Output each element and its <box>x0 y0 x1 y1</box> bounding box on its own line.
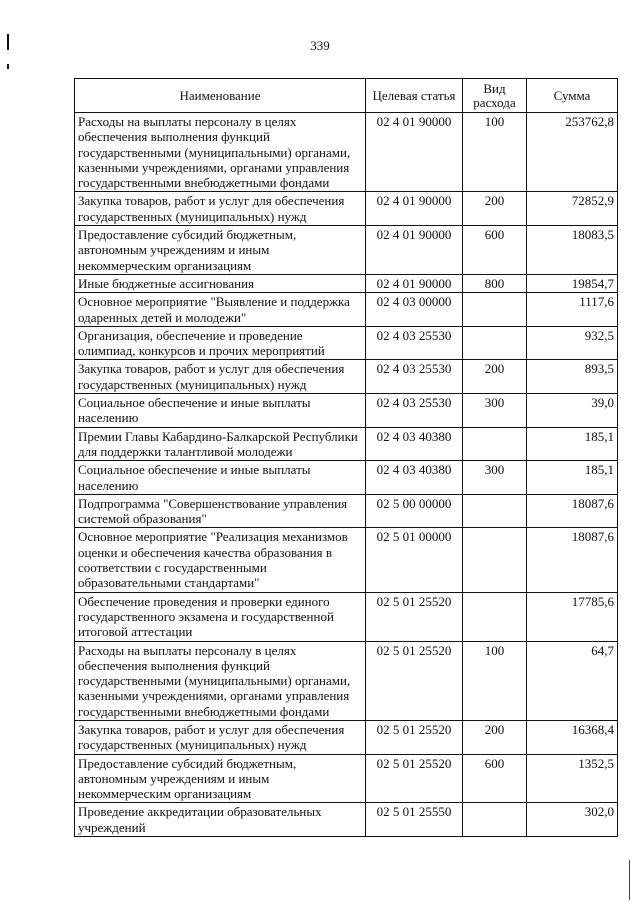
page-number: 339 <box>310 38 330 53</box>
row-target-article: 02 4 01 90000 <box>366 274 463 292</box>
row-target-article: 02 5 01 25520 <box>366 641 463 720</box>
row-sum: 185,1 <box>527 461 618 495</box>
row-expense-kind: 600 <box>463 226 527 275</box>
row-sum: 1117,6 <box>527 293 618 327</box>
row-target-article: 02 4 01 90000 <box>366 192 463 226</box>
row-sum: 19854,7 <box>527 274 618 292</box>
row-target-article: 02 4 03 25530 <box>366 394 463 428</box>
row-expense-kind: 200 <box>463 360 527 394</box>
row-sum: 16368,4 <box>527 720 618 754</box>
row-sum: 185,1 <box>527 427 618 461</box>
row-target-article: 02 4 01 90000 <box>366 226 463 275</box>
table-row <box>75 192 618 226</box>
row-expense-kind: 200 <box>463 192 527 226</box>
row-sum: 18087,6 <box>527 528 618 592</box>
row-target-article: 02 4 01 90000 <box>366 113 463 192</box>
table-row <box>75 641 618 720</box>
row-name: Социальное обеспечение и иные выплаты населению <box>75 394 366 428</box>
row-expense-kind <box>463 293 527 327</box>
table-row <box>75 326 618 360</box>
table-row <box>75 494 618 528</box>
row-expense-kind: 300 <box>463 461 527 495</box>
row-name: Проведение аккредитации образовательных учреждений <box>75 803 366 837</box>
row-expense-kind: 200 <box>463 720 527 754</box>
table-row <box>75 528 618 592</box>
row-name: Предоставление субсидий бюджетным, автономным учреждениям и иным некоммерческим организациям <box>75 754 366 803</box>
table-row <box>75 592 618 641</box>
row-expense-kind <box>463 592 527 641</box>
row-target-article: 02 5 01 25520 <box>366 754 463 803</box>
row-expense-kind: 600 <box>463 754 527 803</box>
header-expense-kind: Вид расхода <box>463 79 527 113</box>
row-sum: 72852,9 <box>527 192 618 226</box>
row-sum: 932,5 <box>527 326 618 360</box>
row-expense-kind <box>463 528 527 592</box>
budget-table <box>74 78 618 837</box>
row-expense-kind <box>463 803 527 837</box>
row-name: Основное мероприятие "Реализация механизмов оценки и обеспечения качества образования в соответствии с государственными образовательными стандартами" <box>75 528 366 592</box>
table-row <box>75 803 618 837</box>
row-sum: 302,0 <box>527 803 618 837</box>
row-name: Расходы на выплаты персоналу в целях обеспечения выполнения функций государственными (муниципальными) органами, казенными учреждениями, органами управления государственными внебюджетными фондами <box>75 641 366 720</box>
row-target-article: 02 5 01 00000 <box>366 528 463 592</box>
row-expense-kind: 300 <box>463 394 527 428</box>
row-expense-kind: 100 <box>463 113 527 192</box>
row-name: Предоставление субсидий бюджетным, автономным учреждениям и иным некоммерческим организациям <box>75 226 366 275</box>
header-sum: Сумма <box>527 79 618 113</box>
row-name: Расходы на выплаты персоналу в целях обеспечения выполнения функций государственными (муниципальными) органами, казенными учреждениями, органами управления государственными внебюджетными фондами <box>75 113 366 192</box>
row-sum: 18083,5 <box>527 226 618 275</box>
header-target-article: Целевая статья <box>366 79 463 113</box>
table-row <box>75 394 618 428</box>
row-sum: 253762,8 <box>527 113 618 192</box>
row-target-article: 02 4 03 40380 <box>366 461 463 495</box>
table-row <box>75 226 618 275</box>
table-row <box>75 293 618 327</box>
row-sum: 1352,5 <box>527 754 618 803</box>
table-body <box>75 113 618 837</box>
table-row <box>75 113 618 192</box>
table-row <box>75 461 618 495</box>
table-row <box>75 754 618 803</box>
row-name: Социальное обеспечение и иные выплаты населению <box>75 461 366 495</box>
table-row <box>75 274 618 292</box>
row-name: Организация, обеспечение и проведение олимпиад, конкурсов и прочих мероприятий <box>75 326 366 360</box>
row-target-article: 02 5 01 25550 <box>366 803 463 837</box>
table-header-row <box>75 79 618 113</box>
row-target-article: 02 4 03 40380 <box>366 427 463 461</box>
row-name: Закупка товаров, работ и услуг для обеспечения государственных (муниципальных) нужд <box>75 192 366 226</box>
table-row <box>75 427 618 461</box>
row-name: Подпрограмма "Совершенствование управления системой образования" <box>75 494 366 528</box>
table-row <box>75 360 618 394</box>
row-target-article: 02 4 03 25530 <box>366 326 463 360</box>
header-name: Наименование <box>75 79 366 113</box>
margin-mark <box>629 860 630 900</box>
row-name: Обеспечение проведения и проверки единого государственного экзамена и государственной итоговой аттестации <box>75 592 366 641</box>
row-target-article: 02 5 00 00000 <box>366 494 463 528</box>
row-sum: 893,5 <box>527 360 618 394</box>
row-expense-kind <box>463 326 527 360</box>
table-row <box>75 720 618 754</box>
row-expense-kind: 100 <box>463 641 527 720</box>
row-sum: 39,0 <box>527 394 618 428</box>
margin-mark <box>7 64 9 69</box>
row-target-article: 02 4 03 00000 <box>366 293 463 327</box>
row-expense-kind: 800 <box>463 274 527 292</box>
row-expense-kind <box>463 494 527 528</box>
row-name: Премии Главы Кабардино-Балкарской Республики для поддержки талантливой молодежи <box>75 427 366 461</box>
row-expense-kind <box>463 427 527 461</box>
row-sum: 18087,6 <box>527 494 618 528</box>
row-sum: 17785,6 <box>527 592 618 641</box>
row-name: Иные бюджетные ассигнования <box>75 274 366 292</box>
row-target-article: 02 5 01 25520 <box>366 592 463 641</box>
row-target-article: 02 5 01 25520 <box>366 720 463 754</box>
row-name: Основное мероприятие "Выявление и поддержка одаренных детей и молодежи" <box>75 293 366 327</box>
row-sum: 64,7 <box>527 641 618 720</box>
row-name: Закупка товаров, работ и услуг для обеспечения государственных (муниципальных) нужд <box>75 360 366 394</box>
row-target-article: 02 4 03 25530 <box>366 360 463 394</box>
row-name: Закупка товаров, работ и услуг для обеспечения государственных (муниципальных) нужд <box>75 720 366 754</box>
